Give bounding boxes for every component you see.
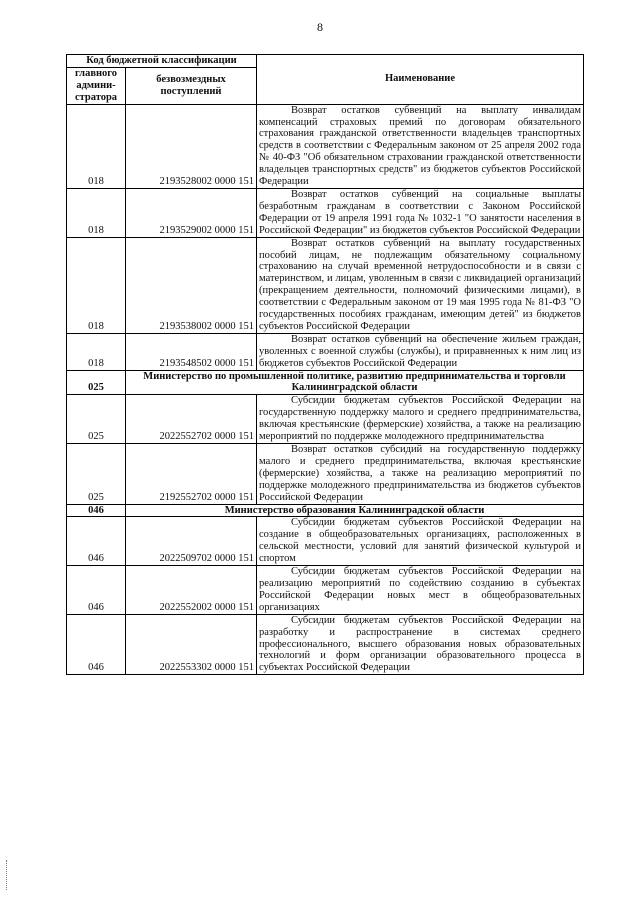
item-name-cell <box>257 395 584 444</box>
item-name-cell <box>257 333 584 370</box>
admin-code: 046 <box>67 517 126 566</box>
admin-code: 046 <box>67 566 126 615</box>
item-name: Субсидии бюджетам субъектов Российской Федерации на государственную поддержку малого и среднего предпринимательства, включая крестьянские (фермерские) хозяйства, а также на реализацию мероприятий по поддержке молодежного предпринимательства <box>259 395 581 443</box>
ministry-admin-code: 025 <box>67 370 126 395</box>
revenue-code: 2192552702 0000 151 <box>126 444 257 505</box>
item-name-cell <box>257 614 584 675</box>
item-name-cell <box>257 237 584 333</box>
ministry-row <box>67 370 584 395</box>
revenue-code: 2022552002 0000 151 <box>126 566 257 615</box>
item-name: Возврат остатков субвенций на социальные выплаты безработным гражданам в соответствии с Законом Российской Федерации от 19 апреля 1991 года № 1032-1 "О занятости населения в Российской Федерации" из бюджетов субъектов Российской Федерации <box>259 188 581 236</box>
table-row <box>67 333 584 370</box>
revenue-code: 2022509702 0000 151 <box>126 517 257 566</box>
admin-code: 018 <box>67 188 126 237</box>
table-body <box>67 104 584 675</box>
item-name: Субсидии бюджетам субъектов Российской Федерации на создание в общеобразовательных организациях, расположенных в сельской местности, условий для занятий физической культурой и спортом <box>259 517 581 565</box>
ministry-row <box>67 504 584 517</box>
page-number: 8 <box>317 20 323 34</box>
item-name-cell <box>257 517 584 566</box>
item-name-cell <box>257 444 584 505</box>
item-name: Возврат остатков субвенций на выплату инвалидам компенсаций страховых премий по договорам обязательного страхования гражданской ответственности владельцев транспортных средств в соответствии с Федеральным законом от 25 апреля 2002 года № 40-ФЗ "Об обязательном страховании гражданской ответственности владельцев транспортных средств" из бюджетов субъектов Российской Федерации <box>259 104 581 188</box>
table-row <box>67 444 584 505</box>
revenues-header: безвозмездных поступлений <box>126 67 257 104</box>
margin-mark <box>6 860 8 890</box>
item-name: Возврат остатков субвенций на выплату государственных пособий лицам, не подлежащим обязательному социальному страхованию на случай временной нетрудоспособности и в связи с материнством, и лицам, уволенным в связи с ликвидацией организаций (прекращением деятельности, полномочий физическими лицами), в соответствии с Федеральным законом от 19 мая 1995 года № 81-ФЗ "О государственных пособиях гражданам, имеющим детей" из бюджетов субъектов Российской Федерации <box>259 237 581 332</box>
ministry-admin-code: 046 <box>67 504 126 517</box>
item-name: Субсидии бюджетам субъектов Российской Федерации на реализацию мероприятий по содействию созданию в субъектах Российской Федерации новых мест в общеобразовательных организациях <box>259 566 581 613</box>
admin-code: 018 <box>67 104 126 188</box>
revenue-code: 2022553302 0000 151 <box>126 614 257 675</box>
item-name-cell <box>257 188 584 237</box>
item-name: Возврат остатков субвенций на обеспечение жильем граждан, уволенных с военной службы (службы), и приравненных к ним лиц из бюджетов субъектов Российской Федерации <box>259 333 581 369</box>
table-row <box>67 188 584 237</box>
revenue-code: 2193538002 0000 151 <box>126 237 257 333</box>
item-name-cell <box>257 566 584 615</box>
table-row <box>67 104 584 188</box>
revenue-code: 2022552702 0000 151 <box>126 395 257 444</box>
name-header: Наименование <box>257 55 584 105</box>
table-row <box>67 614 584 675</box>
item-name: Возврат остатков субсидий на государственную поддержку малого и среднего предпринимательства, включая крестьянские (фермерские) хозяйства, а также на реализацию мероприятий по поддержке молодежного предпринимательства из бюджетов субъектов Российской Федерации <box>259 444 581 503</box>
table-row <box>67 566 584 615</box>
revenue-code: 2193529002 0000 151 <box>126 188 257 237</box>
admin-code: 018 <box>67 237 126 333</box>
item-name-cell <box>257 104 584 188</box>
admin-header: главного админи-стратора <box>67 67 126 104</box>
table-row <box>67 237 584 333</box>
admin-code: 025 <box>67 444 126 505</box>
table-row <box>67 517 584 566</box>
table-header-row <box>67 55 584 68</box>
ministry-name: Министерство образования Калининградской области <box>126 504 584 517</box>
table-row <box>67 395 584 444</box>
ministry-name: Министерство по промышленной политике, развитию предпринимательства и торговли Калининградской области <box>126 370 584 395</box>
classification-header: Код бюджетной классификации <box>67 55 257 68</box>
admin-code: 025 <box>67 395 126 444</box>
item-name: Субсидии бюджетам субъектов Российской Федерации на разработку и распространение в системах среднего профессионального, высшего образования новых образовательных технологий и форм организации образовательного процесса в субъектах Российской Федерации <box>259 614 581 674</box>
admin-code: 018 <box>67 333 126 370</box>
admin-code: 046 <box>67 614 126 675</box>
revenue-code: 2193528002 0000 151 <box>126 104 257 188</box>
budget-classification-table <box>66 54 584 675</box>
revenue-code: 2193548502 0000 151 <box>126 333 257 370</box>
